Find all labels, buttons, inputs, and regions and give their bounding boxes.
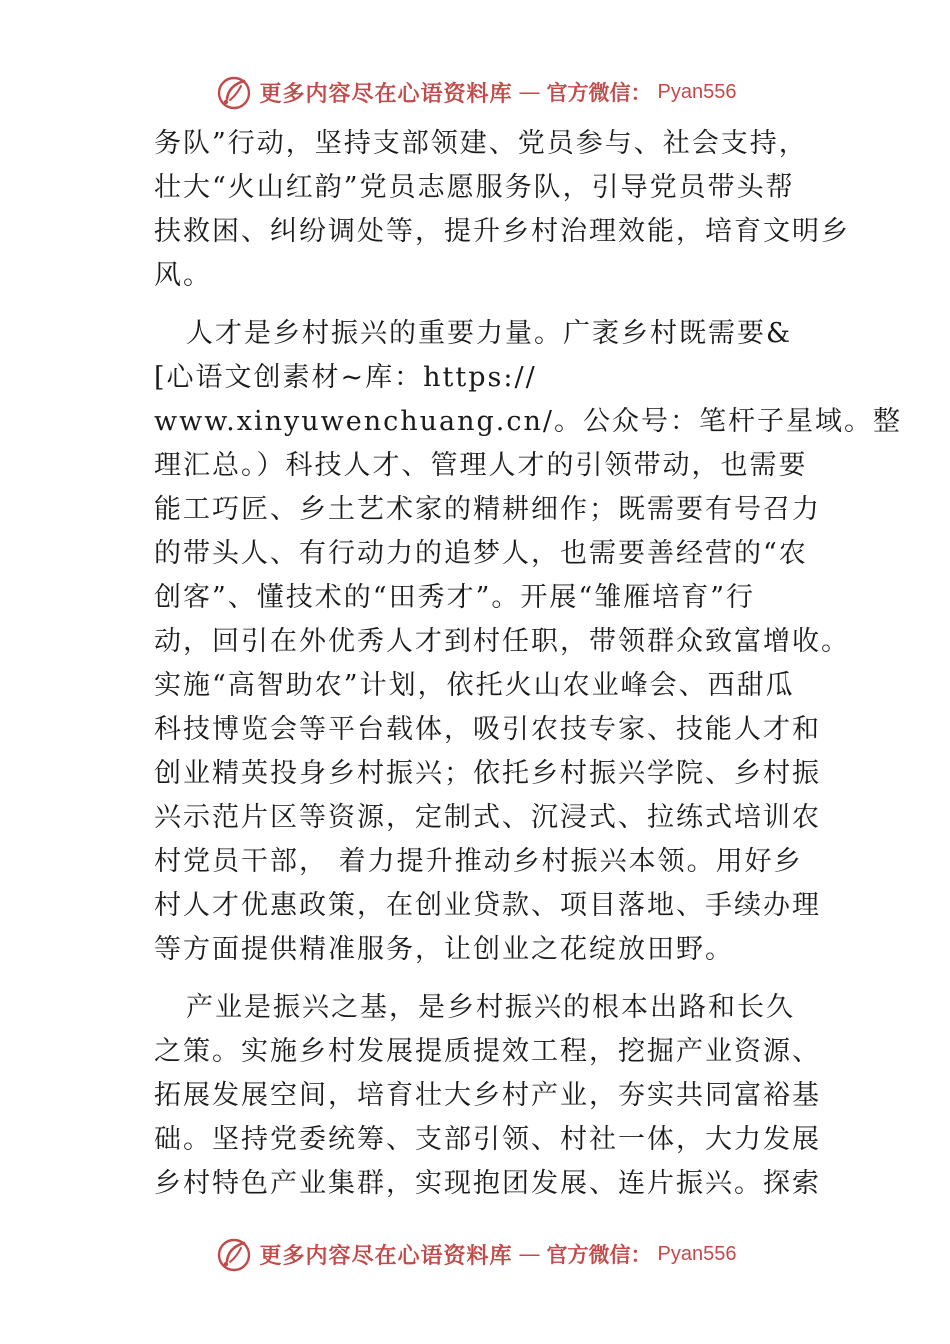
text-line: 村党员干部， 着力提升推动乡村振兴本领。用好乡 — [154, 846, 803, 877]
brand-logo-icon — [214, 72, 254, 112]
text-line: 兴示范片区等资源，定制式、沉浸式、拉练式培训农 — [154, 802, 821, 833]
header-wechat-id: Pyan556 — [657, 80, 737, 103]
text-line: 之策。实施乡村发展提质提效工程，挖掘产业资源、 — [154, 1036, 821, 1067]
footer-banner — [0, 1232, 950, 1276]
paragraph — [154, 986, 844, 1206]
text-line: 产业是振兴之基，是乡村振兴的根本出路和长久 — [186, 992, 795, 1023]
text-line: 理汇总。）科技人才、管理人才的引领带动，也需要 — [154, 450, 808, 481]
text-line: [心语文创素材~库：https:// — [154, 362, 537, 393]
text-line: 础。坚持党委统筹、支部引领、村社一体，大力发展 — [154, 1124, 821, 1155]
text-line: 的带头人、有行动力的追梦人，也需要善经营的“农 — [154, 538, 808, 569]
footer-brand-text: 更多内容尽在心语资料库 — [259, 1242, 513, 1269]
text-line: 壮大“火山红韵”党员志愿服务队，引导党员带头帮 — [154, 172, 795, 203]
text-line: 乡村特色产业集群，实现抱团发展、连片振兴。探索 — [154, 1168, 821, 1199]
header-separator: — — [518, 79, 541, 105]
footer-wechat-label: 官方微信： — [546, 1242, 652, 1267]
text-line: 拓展发展空间，培育壮大乡村产业，夯实共同富裕基 — [154, 1080, 821, 1111]
text-line: 务队”行动，坚持支部领建、党员参与、社会支持， — [154, 128, 808, 159]
header-banner — [0, 70, 950, 114]
footer-wechat-id: Pyan556 — [657, 1242, 737, 1265]
text-line: 动，回引在外优秀人才到村任职，带领群众致富增收。 — [154, 626, 850, 657]
text-line: 村人才优惠政策，在创业贷款、项目落地、手续办理 — [154, 890, 821, 921]
document-body — [154, 122, 902, 1206]
brand-logo-icon — [214, 1234, 254, 1274]
text-line: 扶救困、纠纷调处等，提升乡村治理效能，培育文明乡 — [154, 216, 850, 247]
header-brand-text: 更多内容尽在心语资料库 — [259, 80, 513, 107]
paragraph — [154, 122, 850, 298]
text-line: 能工巧匠、乡土艺术家的精耕细作；既需要有号召力 — [154, 494, 821, 525]
paragraph — [154, 312, 902, 972]
text-line: 创客”、懂技术的“田秀才”。开展“雏雁培育”行 — [154, 582, 756, 613]
text-line: 等方面提供精准服务，让创业之花绽放田野。 — [154, 934, 734, 965]
text-line: www.xinyuwenchuang.cn/。公众号：笔杆子星域。整 — [154, 406, 902, 437]
header-wechat-label: 官方微信： — [546, 80, 652, 105]
text-line: 人才是乡村振兴的重要力量。广袤乡村既需要& — [186, 318, 793, 349]
text-line: 风。 — [154, 260, 212, 291]
text-line: 实施“高智助农”计划，依托火山农业峰会、西甜瓜 — [154, 670, 795, 701]
text-line: 创业精英投身乡村振兴；依托乡村振兴学院、乡村振 — [154, 758, 821, 789]
footer-separator: — — [518, 1241, 541, 1267]
text-line: 科技博览会等平台载体，吸引农技专家、技能人才和 — [154, 714, 821, 745]
